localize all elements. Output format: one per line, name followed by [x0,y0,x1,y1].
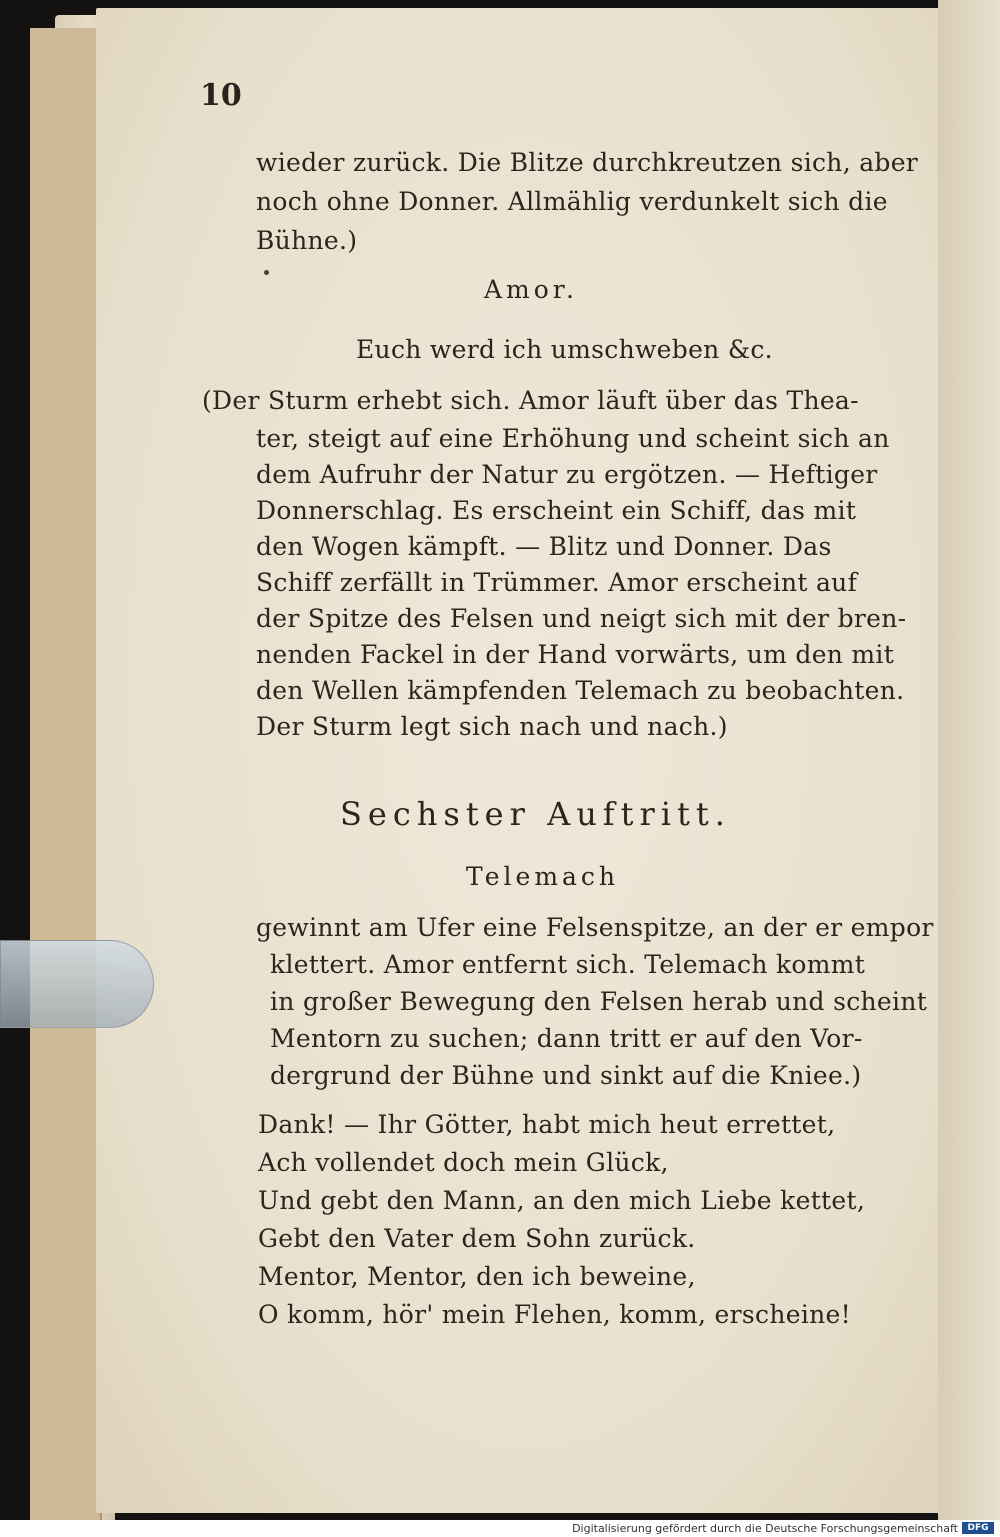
text-line: gewinnt am Ufer eine Felsenspitze, an der er empor [256,913,934,942]
text-line: der Spitze des Felsen und neigt sich mit der bren- [256,604,907,633]
text-line: Schiff zerfällt in Trümmer. Amor erscheint auf [256,568,858,597]
text-line: dem Aufruhr der Natur zu ergötzen. — Heftiger [256,460,878,489]
page-clip [0,940,154,1028]
text-line: dergrund der Bühne und sinkt auf die Kniee.) [270,1061,862,1090]
facing-page-edge [938,0,1000,1520]
text-line: Euch werd ich umschweben &c. [356,335,773,364]
text-line: (Der Sturm erhebt sich. Amor läuft über das Thea- [202,386,859,415]
verse-line: Gebt den Vater dem Sohn zurück. [258,1224,696,1253]
text-line: noch ohne Donner. Allmählig verdunkelt sich die [256,187,888,216]
verse-line: Und gebt den Mann, an den mich Liebe kettet, [258,1186,866,1215]
text-line: Donnerschlag. Es erscheint ein Schiff, das mit [256,496,857,525]
footer-credit: Digitalisierung gefördert durch die Deutsche Forschungsgemeinschaft [572,1522,958,1535]
verse-line: Ach vollendet doch mein Glück, [258,1148,669,1177]
text-line: Bühne.) [256,226,358,255]
text-line: nenden Fackel in der Hand vorwärts, um den mit [256,640,895,669]
text-line: den Wogen kämpft. — Blitz und Donner. Das [256,532,832,561]
verse-line: Mentor, Mentor, den ich beweine, [258,1262,696,1291]
dfg-logo: DFG [962,1522,994,1534]
text-line: Der Sturm legt sich nach und nach.) [256,712,728,741]
verse-line: O komm, hör' mein Flehen, komm, erscheine! [258,1300,851,1329]
text-line: wieder zurück. Die Blitze durchkreutzen sich, aber [256,148,919,177]
text-line: Mentorn zu suchen; dann tritt er auf den Vor- [270,1024,863,1053]
text-line: den Wellen kämpfenden Telemach zu beobachten. [256,676,905,705]
speaker-name: Amor. [484,275,578,304]
stage-marker-dot [264,270,269,275]
page-number: 10 [200,78,242,113]
book-cover-edge [30,28,102,1526]
text-line: in großer Bewegung den Felsen herab und scheint [270,987,928,1016]
text-line: ter, steigt auf eine Erhöhung und scheint sich an [256,424,890,453]
text-line: klettert. Amor entfernt sich. Telemach kommt [270,950,866,979]
verse-line: Dank! — Ihr Götter, habt mich heut errettet, [258,1110,836,1139]
character-name: Telemach [466,862,620,891]
scene-heading: Sechster Auftritt. [340,795,731,833]
